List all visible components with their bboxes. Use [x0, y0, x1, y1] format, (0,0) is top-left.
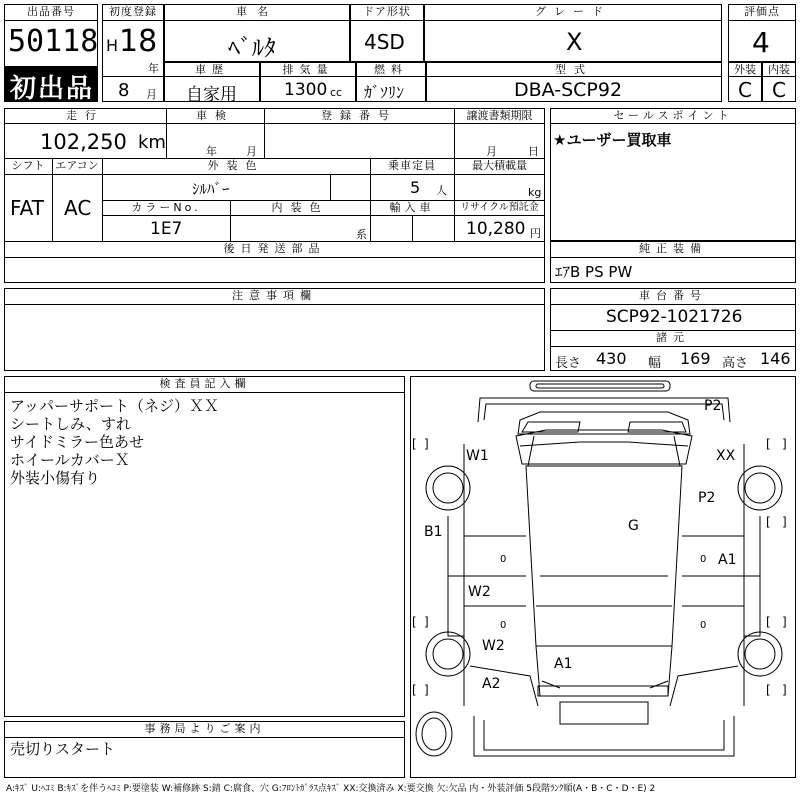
capacity-value: 5: [410, 178, 421, 197]
displacement-value: 1300: [284, 80, 328, 100]
first-reg-year: 18: [119, 24, 158, 59]
insp-month-unit: 月: [246, 145, 257, 158]
mileage-label: 走行: [66, 109, 104, 122]
door-label: ドア形状: [363, 5, 411, 18]
legend-text: A:ｷｽﾞ U:ﾍｺﾐ B:ｷｽﾞを伴うﾍｺﾐ P:要塗装 W:補修跡 S:錆 C:腐食、穴 G:ﾌﾛﾝﾄｶﾞﾗｽ点ｷｽﾞ XX:交換済み X:要交換 欠:欠品 内・外装評価 5段階ﾗﾝｸ順(A・B・C・D・E) 2: [6, 784, 656, 794]
svg-text:0: 0: [500, 620, 507, 631]
score-value: 4: [752, 26, 770, 59]
inspector-line: サイドミラー色あせ: [10, 433, 144, 451]
mark-w2-left2: W2: [482, 638, 505, 654]
spec-label: 諸元: [656, 331, 690, 344]
mark-xx: XX: [716, 448, 736, 464]
svg-text:[: [: [766, 437, 771, 451]
length-label: 長さ: [555, 356, 582, 371]
notes-label: 注意事項欄: [232, 289, 317, 302]
svg-text:]: ]: [782, 615, 787, 629]
door-type: 4SD: [364, 30, 405, 54]
svg-text:0: 0: [500, 554, 507, 565]
recycle-unit: 円: [530, 227, 541, 240]
inspector-label: 検査員記入欄: [159, 377, 250, 390]
mark-p2-right: P2: [698, 490, 716, 506]
svg-text:[: [: [766, 683, 771, 697]
recycle-value: 10,280: [466, 219, 526, 239]
svg-text:]: ]: [782, 437, 787, 451]
mark-g: G: [628, 518, 639, 534]
mark-a1-bottom: A1: [554, 656, 573, 672]
mark-w1: W1: [466, 448, 489, 464]
transfer-month-unit: 月: [486, 145, 497, 158]
svg-text:[: [: [766, 615, 771, 629]
mark-p2-top: P2: [704, 398, 722, 414]
reg-no-label: 登録番号: [321, 109, 397, 122]
shift-value: FAT: [10, 196, 45, 220]
inspector-line: ホイールカバーＸ: [10, 451, 130, 469]
displacement-unit: cc: [330, 86, 343, 99]
equipment-text: ｴｱB PS PW: [555, 263, 633, 281]
inspector-line: 外装小傷有り: [10, 469, 101, 487]
interior-label: 内装: [768, 63, 790, 76]
color-no-label: カラーNo.: [131, 201, 201, 214]
height-label: 高さ: [722, 356, 749, 371]
width-label: 幅: [648, 356, 662, 371]
mark-a1-right: A1: [718, 552, 737, 568]
color-label: 外装色: [207, 159, 265, 172]
month-unit: 月: [146, 88, 157, 101]
color-no-value: 1E7: [150, 219, 183, 239]
model-label: 型式: [555, 63, 593, 76]
svg-text:0: 0: [700, 554, 707, 565]
exterior-value: C: [738, 78, 752, 102]
year-unit: 年: [148, 62, 159, 75]
transfer-label: 譲渡書類期限: [466, 109, 533, 122]
model-value: DBA-SCP92: [514, 79, 623, 101]
sales-label: セールスポイント: [613, 109, 733, 122]
svg-text:]: ]: [424, 615, 429, 629]
chassis-number: SCP92-1021726: [606, 307, 743, 327]
svg-text:[: [: [766, 515, 771, 529]
later-parts-label: 後日発送部品: [223, 242, 326, 255]
era: H: [106, 36, 119, 55]
shift-label: シフト: [11, 159, 45, 172]
car-name-label: 車名: [236, 5, 278, 18]
svg-text:[: [: [412, 683, 417, 697]
first-reg-label: 初度登録: [109, 5, 157, 18]
mileage-value: 102,250: [40, 130, 127, 154]
grade-label: グレード: [535, 5, 611, 18]
lot-number: 50118: [8, 24, 99, 59]
svg-text:[: [: [412, 615, 417, 629]
exterior-label: 外装: [734, 63, 756, 76]
width-value: 169: [680, 349, 711, 368]
length-value: 430: [596, 349, 627, 368]
interior-color-label: 内装色: [271, 201, 329, 214]
displacement-label: 排気量: [282, 63, 334, 76]
fuel-value: ｶﾞｿﾘﾝ: [364, 83, 405, 102]
equipment-label: 純正装備: [639, 242, 707, 255]
load-unit: kg: [528, 186, 542, 199]
load-label: 最大積載量: [472, 159, 527, 172]
capacity-label: 乗車定員: [388, 159, 436, 172]
history-value: 自家用: [186, 85, 237, 105]
svg-text:[: [: [412, 437, 417, 451]
svg-text:0: 0: [700, 620, 707, 631]
office-label: 事務局よりご案内: [144, 722, 265, 735]
svg-text:]: ]: [424, 437, 429, 451]
mark-w2-left: W2: [468, 584, 491, 600]
svg-text:]: ]: [782, 683, 787, 697]
first-reg-month: 8: [118, 80, 130, 101]
chassis-label: 車台番号: [639, 289, 707, 302]
color-value: ｼﾙﾊﾞｰ: [192, 180, 230, 198]
mark-b1: B1: [424, 524, 443, 540]
fuel-label: 燃料: [374, 63, 408, 76]
import-label: 輸入車: [389, 201, 435, 214]
transfer-day-unit: 日: [528, 145, 539, 158]
car-diagram: [410, 376, 796, 778]
sales-text: ★ユーザー買取車: [553, 131, 672, 149]
ac-label: エアコン: [55, 159, 99, 172]
insp-year-unit: 年: [206, 145, 217, 158]
lot-label: 出品番号: [27, 5, 75, 18]
sales-box: [550, 108, 796, 241]
ac-value: AC: [64, 196, 92, 220]
first-listing-text: 初出品: [10, 74, 95, 104]
interior-color-unit: 系: [356, 228, 367, 241]
grade-value: X: [566, 28, 583, 56]
recycle-label: リサイクル預託金: [460, 202, 539, 213]
interior-value: C: [772, 78, 786, 102]
inspection-label: 車検: [196, 109, 234, 122]
height-value: 146: [760, 349, 791, 368]
office-text: 売切りスタート: [10, 740, 116, 758]
inspector-line: アッパーサポート（ネジ）ＸＸ: [10, 397, 219, 415]
history-label: 車歴: [195, 63, 229, 76]
mark-a2: A2: [482, 676, 501, 692]
capacity-unit: 人: [436, 184, 447, 197]
mileage-unit: km: [138, 132, 166, 153]
score-label: 評価点: [744, 5, 780, 18]
svg-text:]: ]: [782, 515, 787, 529]
svg-text:]: ]: [424, 683, 429, 697]
inspector-line: シートしみ、すれ: [10, 415, 131, 433]
car-name: ﾍﾞﾙﾀ: [228, 34, 276, 62]
